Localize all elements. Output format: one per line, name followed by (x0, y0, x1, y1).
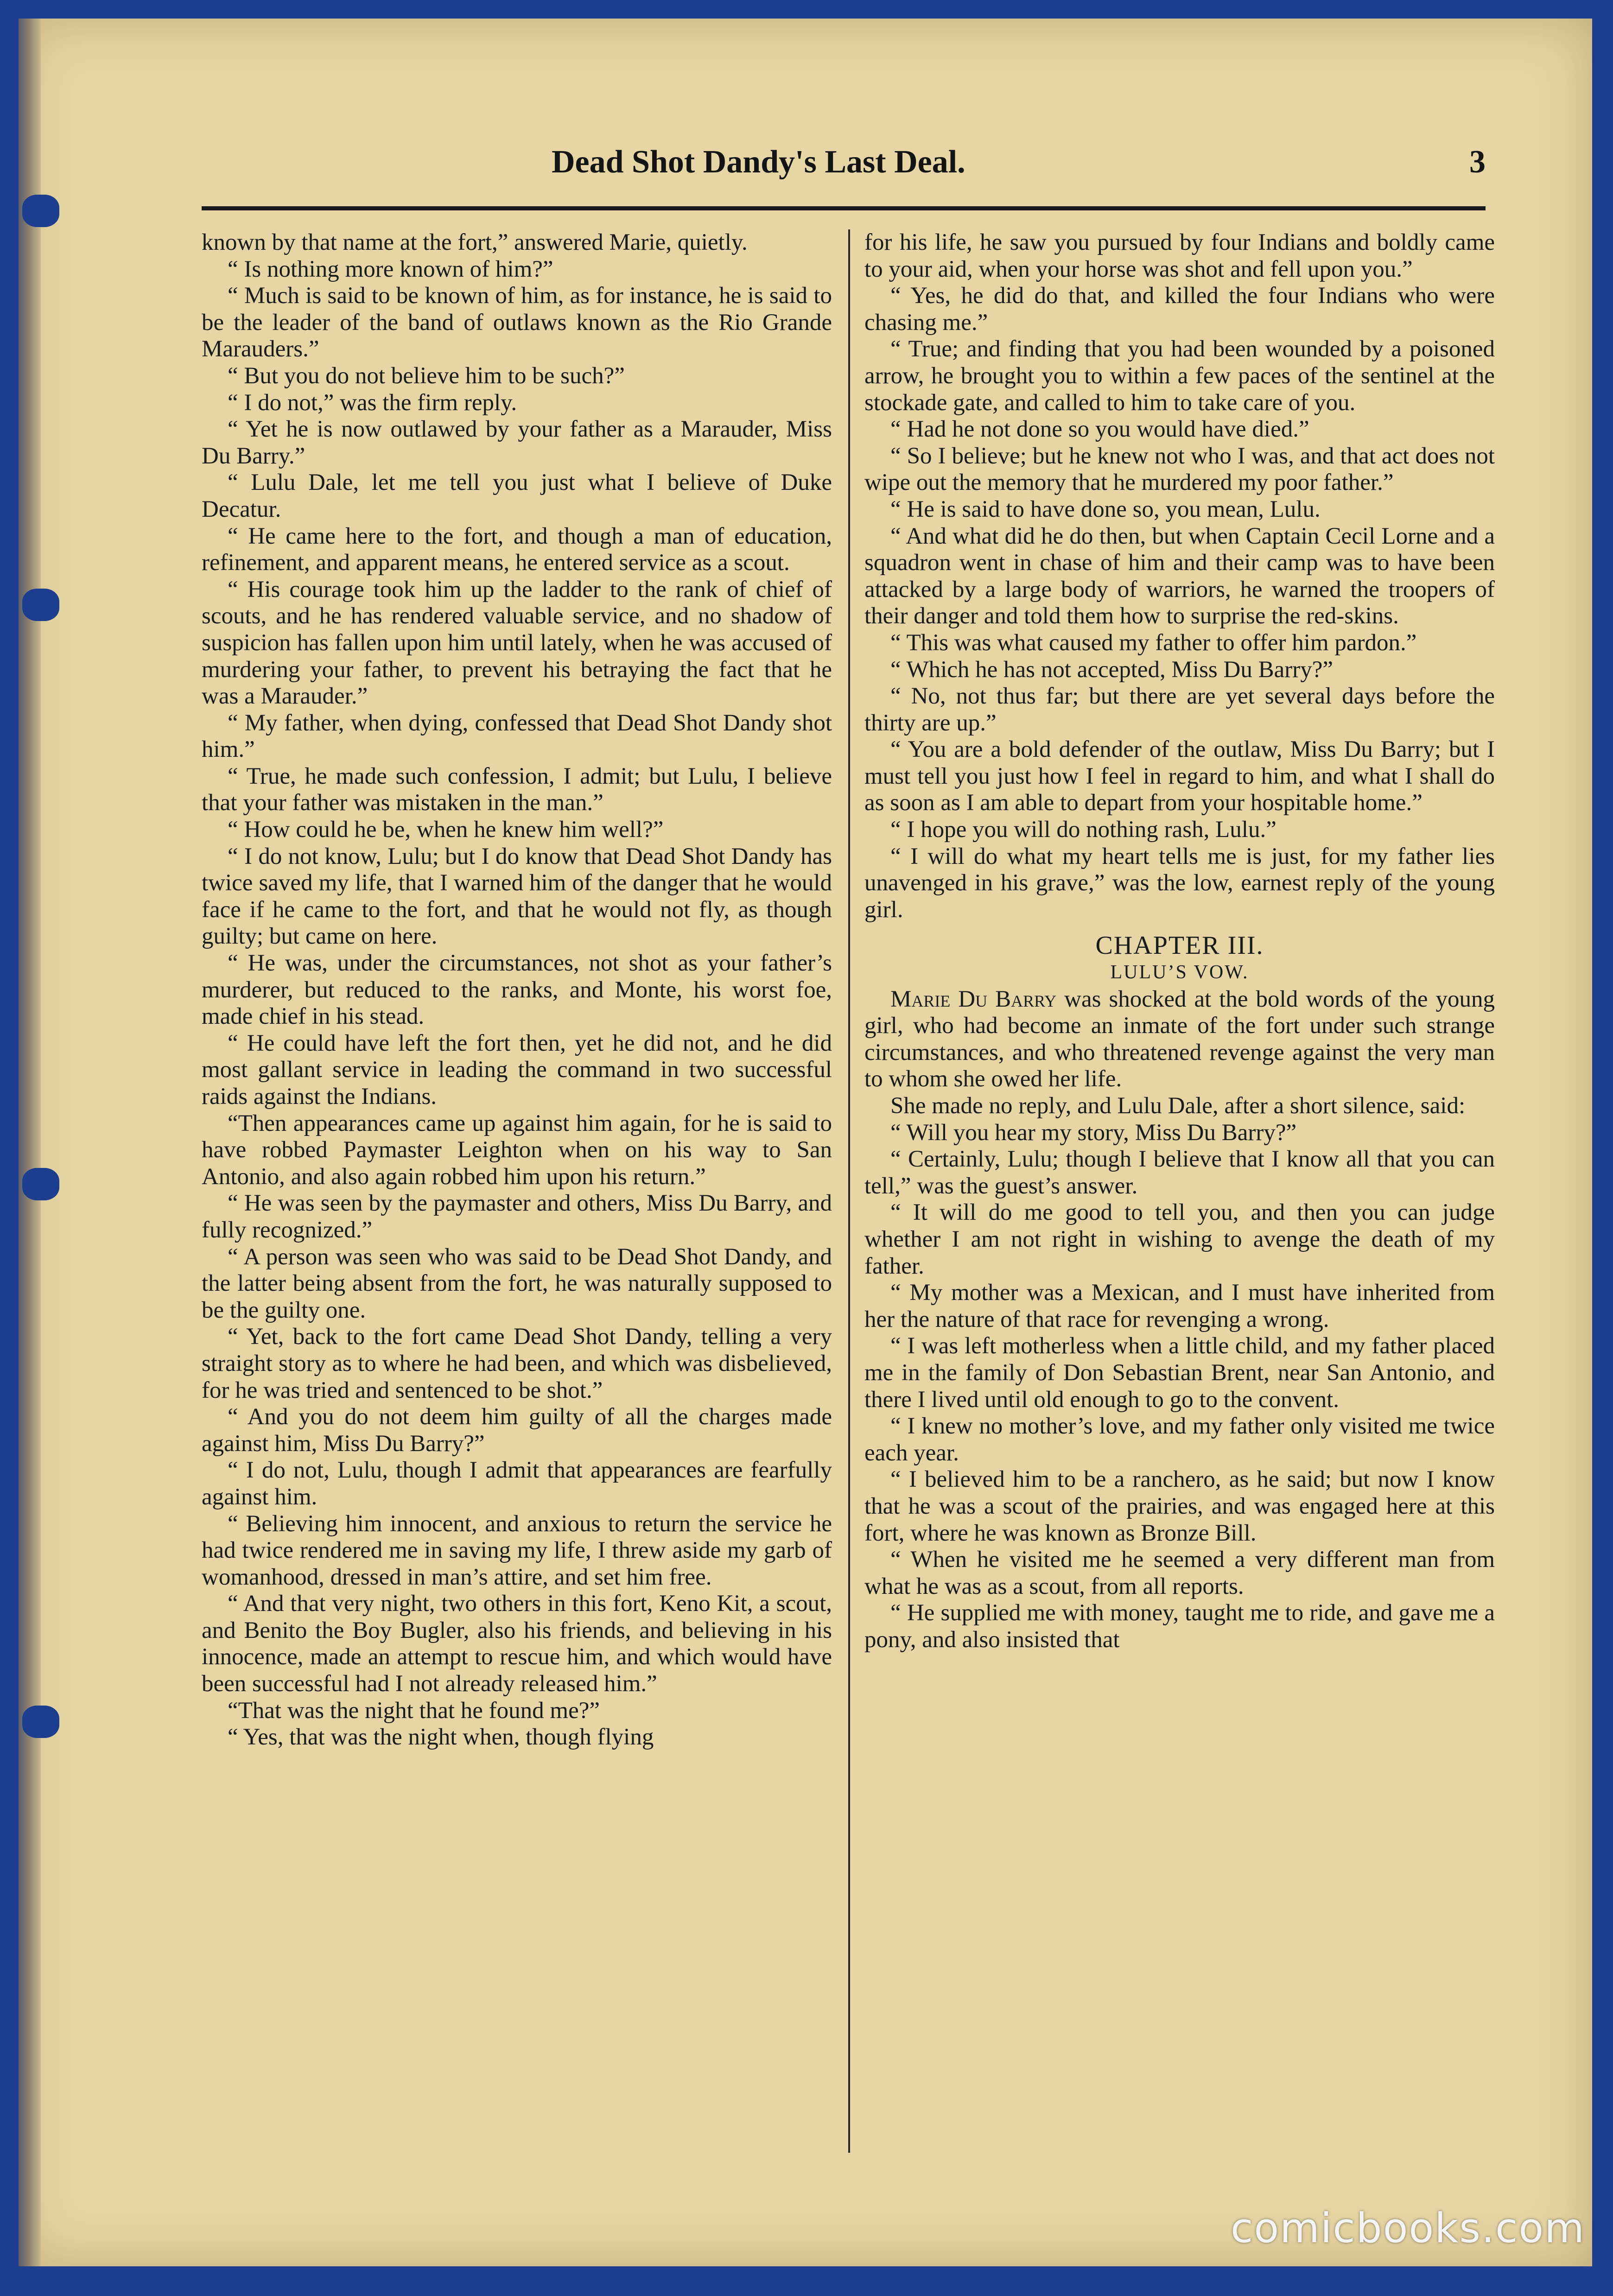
paragraph: “ He supplied me with money, taught me to ride, and gave me a pony, and also insisted that (864, 1600, 1495, 1653)
paragraph: “ Lulu Dale, let me tell you just what I believe of Duke Decatur. (202, 469, 832, 522)
page-number: 3 (1469, 144, 1486, 180)
paragraph: “ But you do not believe him to be such?” (228, 362, 625, 389)
chapter-heading: CHAPTER III. (1095, 931, 1264, 960)
paragraph: “ It will do me good to tell you, and then you can judge whether I am not right in wishing to avenge the death of my father. (864, 1199, 1495, 1279)
paragraph: “That was the night that he found me?” (228, 1697, 600, 1724)
paragraph: “ He was seen by the paymaster and others, Miss Du Barry, and fully recognized.” (202, 1190, 832, 1243)
paragraph: “ Yet he is now outlawed by your father as a Marauder, Miss Du Barry.” (202, 416, 832, 469)
paragraph: “ My mother was a Mexican, and I must have inherited from her the nature of that race for revenging a wrong. (864, 1280, 1495, 1332)
paragraph: “ True, he made such confession, I admit; but Lulu, I believe that your father was mistaken in the man.” (202, 763, 832, 816)
paragraph: “ This was what caused my father to offer him pardon.” (890, 629, 1417, 656)
book-page (19, 19, 1592, 2266)
binding-stitch (22, 589, 59, 621)
paragraph: “Then appearances came up against him again, for he is said to have robbed Paymaster Leighton when on his way to San Antonio, and also again robbed him upon his return.” (202, 1110, 832, 1190)
binding-spine (19, 19, 41, 2266)
paragraph: “ I believed him to be a ranchero, as he said; but now I know that he was a scout of the prairies, and was engaged here at this fort, where he was known as Bronze Bill. (864, 1466, 1495, 1546)
binding-stitch (22, 195, 59, 227)
paragraph: for his life, he saw you pursued by four Indians and boldly came to your aid, when your horse was shot and fell upon you.” (864, 229, 1495, 282)
paragraph: “ He is said to have done so, you mean, Lulu. (890, 496, 1321, 522)
paragraph: “ I was left motherless when a little child, and my father placed me in the family of Don Sebastian Brent, near San Antonio, and there I lived until old enough to go to the convent. (864, 1333, 1495, 1413)
paragraph: “ And what did he do then, but when Captain Cecil Lorne and a squadron went in chase of him and their camp was to have been attacked by a large body of warriors, he warned the troopers of their danger and told them how to surprise the red-skins. (864, 523, 1495, 629)
header-rule (202, 206, 1486, 210)
lead-in-smallcaps: Marie Du Barry (890, 986, 1057, 1012)
paragraph: “ Yes, he did do that, and killed the four Indians who were chasing me.” (864, 283, 1495, 336)
paragraph: “ No, not thus far; but there are yet several days before the thirty are up.” (864, 683, 1495, 736)
paragraph: “ How could he be, when he knew him well?” (228, 817, 664, 843)
paragraph: “ I do not, Lulu, though I admit that appearances are fearfully against him. (202, 1457, 832, 1510)
chapter-subtitle: LULU’S VOW. (1110, 962, 1249, 983)
paragraph: “ He came here to the fort, and though a man of education, refinement, and apparent means, he entered service as a scout. (202, 523, 832, 576)
paragraph: “ And you do not deem him guilty of all the charges made against him, Miss Du Barry?” (202, 1404, 832, 1457)
paragraph: “ Is nothing more known of him?” (228, 256, 553, 282)
paragraph: “ I will do what my heart tells me is just, for my father lies unavenged in his grave,” was the low, earnest reply of the young girl. (864, 843, 1495, 923)
left-text-column (202, 229, 832, 1751)
paragraph: “ I do not,” was the firm reply. (228, 389, 517, 416)
binding-stitch (22, 1168, 59, 1200)
paragraph: “ Yes, that was the night when, though flying (228, 1724, 654, 1751)
paragraph: “ I hope you will do nothing rash, Lulu.” (890, 817, 1276, 843)
paragraph: “ And that very night, two others in this fort, Keno Kit, a scout, and Benito the Boy Bugler, also his friends, and believing in his innocence, made an attempt to rescue him, and which would have been successful had I not already released him.” (202, 1591, 832, 1697)
paragraph: “ So I believe; but he knew not who I was, and that act does not wipe out the memory that he murdered my poor father.” (864, 443, 1495, 496)
paragraph: “ Will you hear my story, Miss Du Barry?” (890, 1119, 1297, 1146)
paragraph: “ Much is said to be known of him, as for instance, he is said to be the leader of the band of outlaws known as the Rio Grande Marauders.” (202, 283, 832, 362)
paragraph: “ He could have left the fort then, yet he did not, and he did most gallant service in leading the command in two successful raids against the Indians. (202, 1030, 832, 1110)
paragraph: “ His courage took him up the ladder to the rank of chief of scouts, and he has rendered valuable service, and no shadow of suspicion has fallen upon him until lately, when he was accused of murdering your father, to prevent his betraying the fact that he was a Marauder.” (202, 576, 832, 710)
paragraph: “ I knew no mother’s love, and my father only visited me twice each year. (864, 1413, 1495, 1466)
paragraph: “ Had he not done so you would have died.” (890, 416, 1309, 443)
paragraph: “ He was, under the circumstances, not shot as your father’s murderer, but reduced to the ranks, and Monte, his worst foe, made chief in his stead. (202, 950, 832, 1030)
paragraph: “ When he visited me he seemed a very different man from what he was as a scout, from all reports. (864, 1547, 1495, 1599)
paragraph: “ Yet, back to the fort came Dead Shot Dandy, telling a very straight story as to where he had been, and which was disbelieved, for he was tried and sentenced to be shot.” (202, 1324, 832, 1403)
paragraph: She made no reply, and Lulu Dale, after a short silence, said: (890, 1093, 1466, 1119)
paragraph: “ A person was seen who was said to be Dead Shot Dandy, and the latter being absent from the fort, he was naturally supposed to be the guilty one. (202, 1243, 832, 1323)
paragraph: “ I do not know, Lulu; but I do know that Dead Shot Dandy has twice saved my life, that I warned him of the danger that he would face if he came to the fort, and that he would not fly, as though guilty; but came on here. (202, 843, 832, 950)
paragraph (864, 986, 1495, 1093)
paragraph: “ You are a bold defender of the outlaw, Miss Du Barry; but I must tell you just how I feel in regard to him, and what I shall do as soon as I am able to depart from your hospitable home.” (864, 736, 1495, 816)
watermark: comicbooks.com (1230, 2204, 1585, 2252)
column-divider (848, 229, 850, 2153)
binding-stitch (22, 1706, 59, 1738)
paragraph-text: was shocked at the bold words of the young girl, who had become an inmate of the fort under such strange circumstances, and who threatened revenge against the very man to whom she owed her life. (864, 986, 1495, 1092)
paragraph: known by that name at the fort,” answered Marie, quietly. (202, 229, 748, 255)
paragraph: “ Certainly, Lulu; though I believe that I know all that you can tell,” was the guest’s answer. (864, 1146, 1495, 1199)
paragraph: “ Believing him innocent, and anxious to return the service he had twice rendered me in saving my life, I threw aside my garb of womanhood, dressed in man’s attire, and set him free. (202, 1510, 832, 1590)
paragraph: “ True; and finding that you had been wounded by a poisoned arrow, he brought you to within a few paces of the sentinel at the stockade gate, and called to him to take care of you. (864, 336, 1495, 416)
paragraph: “ My father, when dying, confessed that Dead Shot Dandy shot him.” (202, 710, 832, 763)
right-text-column (864, 229, 1495, 1653)
paragraph: “ Which he has not accepted, Miss Du Barry?” (890, 656, 1333, 683)
running-head-title: Dead Shot Dandy's Last Deal. (552, 144, 965, 180)
